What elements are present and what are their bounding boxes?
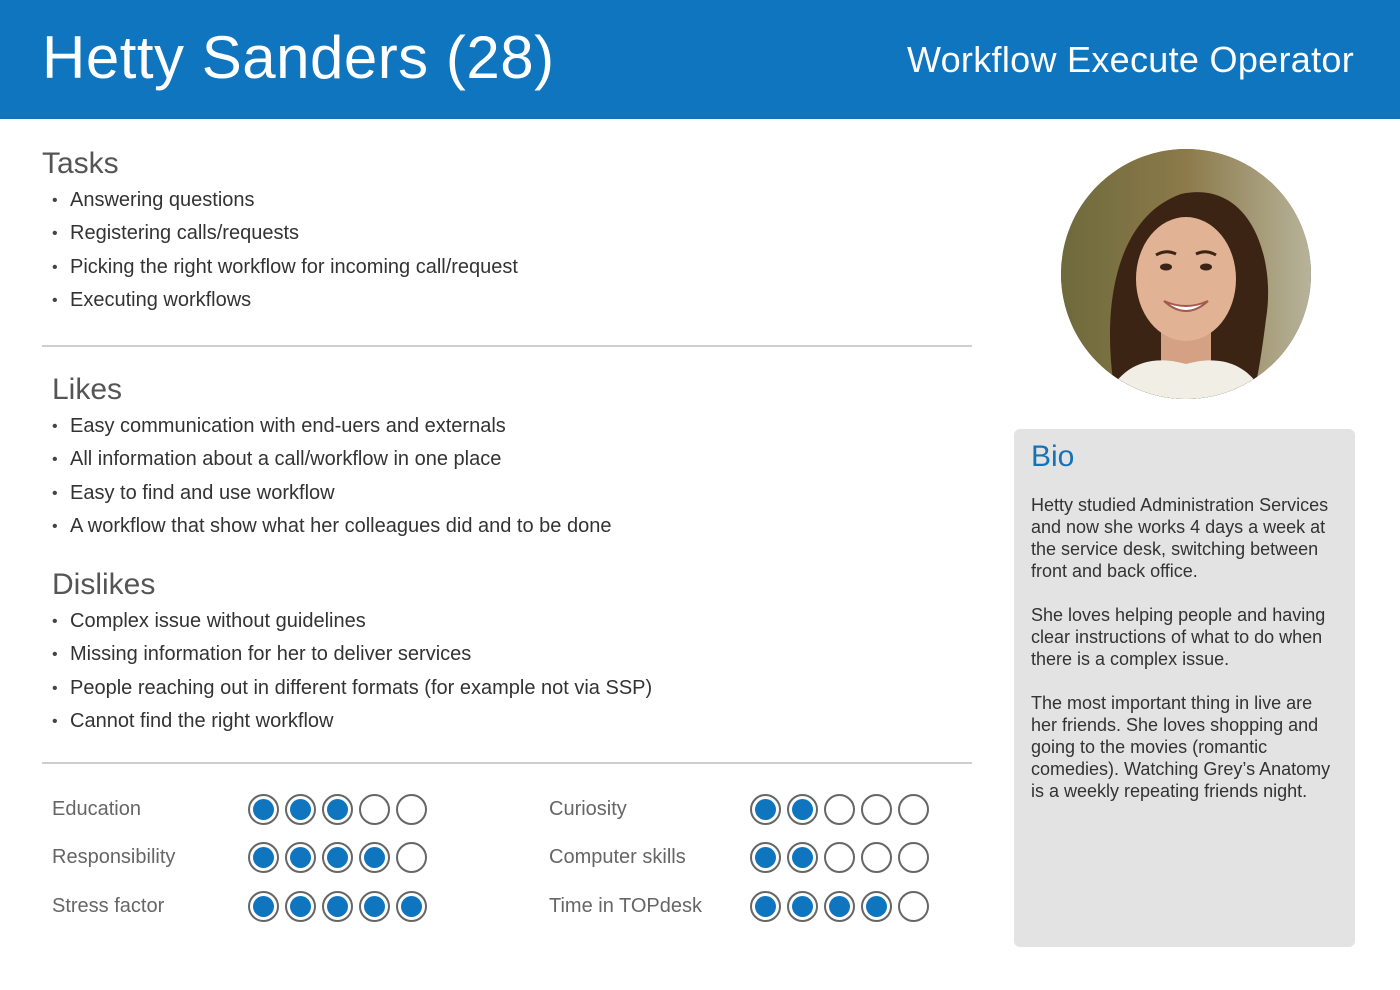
list-item: • Cannot find the right workflow [42, 705, 652, 738]
likes-list [42, 410, 611, 543]
tasks-list [42, 184, 518, 317]
bio-paragraph: The most important thing in live are her friends. She loves shopping and going to the movies (romantic comedies). Watching Grey’s Anatomy is a weekly repeating friends night. [1031, 693, 1331, 801]
rating-dot-empty [861, 842, 892, 873]
rating-dot-filled [248, 842, 279, 873]
list-item: • Registering calls/requests [42, 217, 518, 250]
divider [42, 762, 972, 764]
rating-dot-empty [898, 842, 929, 873]
rating-dot-filled [787, 794, 818, 825]
rating-dot-empty [824, 842, 855, 873]
list-item: • A workflow that show what her colleagues did and to be done [42, 510, 611, 543]
avatar [1061, 149, 1311, 399]
rating-dots [248, 794, 427, 825]
rating-dot-empty [898, 891, 929, 922]
rating-row [549, 837, 929, 877]
rating-dot-empty [359, 794, 390, 825]
rating-dots [248, 842, 427, 873]
rating-label: Computer skills [549, 845, 686, 868]
dislikes-title: Dislikes [52, 568, 156, 601]
rating-dot-filled [861, 891, 892, 922]
persona-header [0, 0, 1400, 119]
rating-dot-filled [248, 891, 279, 922]
bio-paragraph: She loves helping people and having clear instructions of what to do when there is a complex issue. [1031, 605, 1326, 669]
list-item: • People reaching out in different formats (for example not via SSP) [42, 672, 652, 705]
rating-dot-empty [396, 794, 427, 825]
list-item: • Picking the right workflow for incoming call/request [42, 251, 518, 284]
dislikes-list [42, 605, 652, 738]
likes-title: Likes [52, 373, 123, 406]
rating-label: Education [52, 797, 141, 820]
rating-dot-empty [861, 794, 892, 825]
list-item: • Easy communication with end-uers and externals [42, 410, 611, 443]
person-photo-icon [1061, 149, 1311, 399]
rating-dot-filled [396, 891, 427, 922]
rating-dot-filled [285, 891, 316, 922]
bio-text [1031, 494, 1341, 824]
rating-dot-filled [750, 842, 781, 873]
bio-panel [1014, 429, 1355, 947]
rating-dot-empty [898, 794, 929, 825]
rating-dot-filled [824, 891, 855, 922]
list-item: • All information about a call/workflow in one place [42, 443, 611, 476]
rating-dot-filled [322, 891, 353, 922]
persona-role: Workflow Execute Operator [906, 39, 1354, 80]
rating-row [549, 789, 929, 829]
rating-dot-filled [285, 842, 316, 873]
rating-dot-filled [359, 842, 390, 873]
divider [42, 345, 972, 347]
rating-dot-filled [285, 794, 316, 825]
rating-dot-filled [750, 891, 781, 922]
rating-dots [750, 891, 929, 922]
persona-name: Hetty Sanders (28) [42, 24, 555, 91]
rating-dots [750, 794, 929, 825]
skill-ratings [42, 785, 972, 935]
rating-row [52, 789, 427, 829]
list-item: • Missing information for her to deliver services [42, 638, 652, 671]
rating-label: Time in TOPdesk [549, 894, 703, 917]
rating-row [52, 886, 427, 926]
rating-dot-filled [322, 842, 353, 873]
rating-label: Responsibility [52, 845, 176, 868]
bio-paragraph: Hetty studied Administration Services and now she works 4 days a week at the service desk, switching between front and back office. [1031, 495, 1329, 581]
rating-label: Curiosity [549, 797, 627, 820]
bio-title: Bio [1031, 440, 1075, 473]
rating-dot-filled [248, 794, 279, 825]
rating-dots [248, 891, 427, 922]
rating-dots [750, 842, 929, 873]
rating-dot-filled [322, 794, 353, 825]
list-item: • Complex issue without guidelines [42, 605, 652, 638]
rating-label: Stress factor [52, 894, 165, 917]
rating-row [52, 837, 427, 877]
rating-dot-empty [396, 842, 427, 873]
list-item: • Executing workflows [42, 284, 518, 317]
list-item: • Answering questions [42, 184, 518, 217]
rating-row [549, 886, 929, 926]
list-item: • Easy to find and use workflow [42, 477, 611, 510]
rating-dot-empty [824, 794, 855, 825]
tasks-title: Tasks [42, 147, 119, 180]
rating-dot-filled [359, 891, 390, 922]
rating-dot-filled [787, 842, 818, 873]
rating-dot-filled [750, 794, 781, 825]
rating-dot-filled [787, 891, 818, 922]
